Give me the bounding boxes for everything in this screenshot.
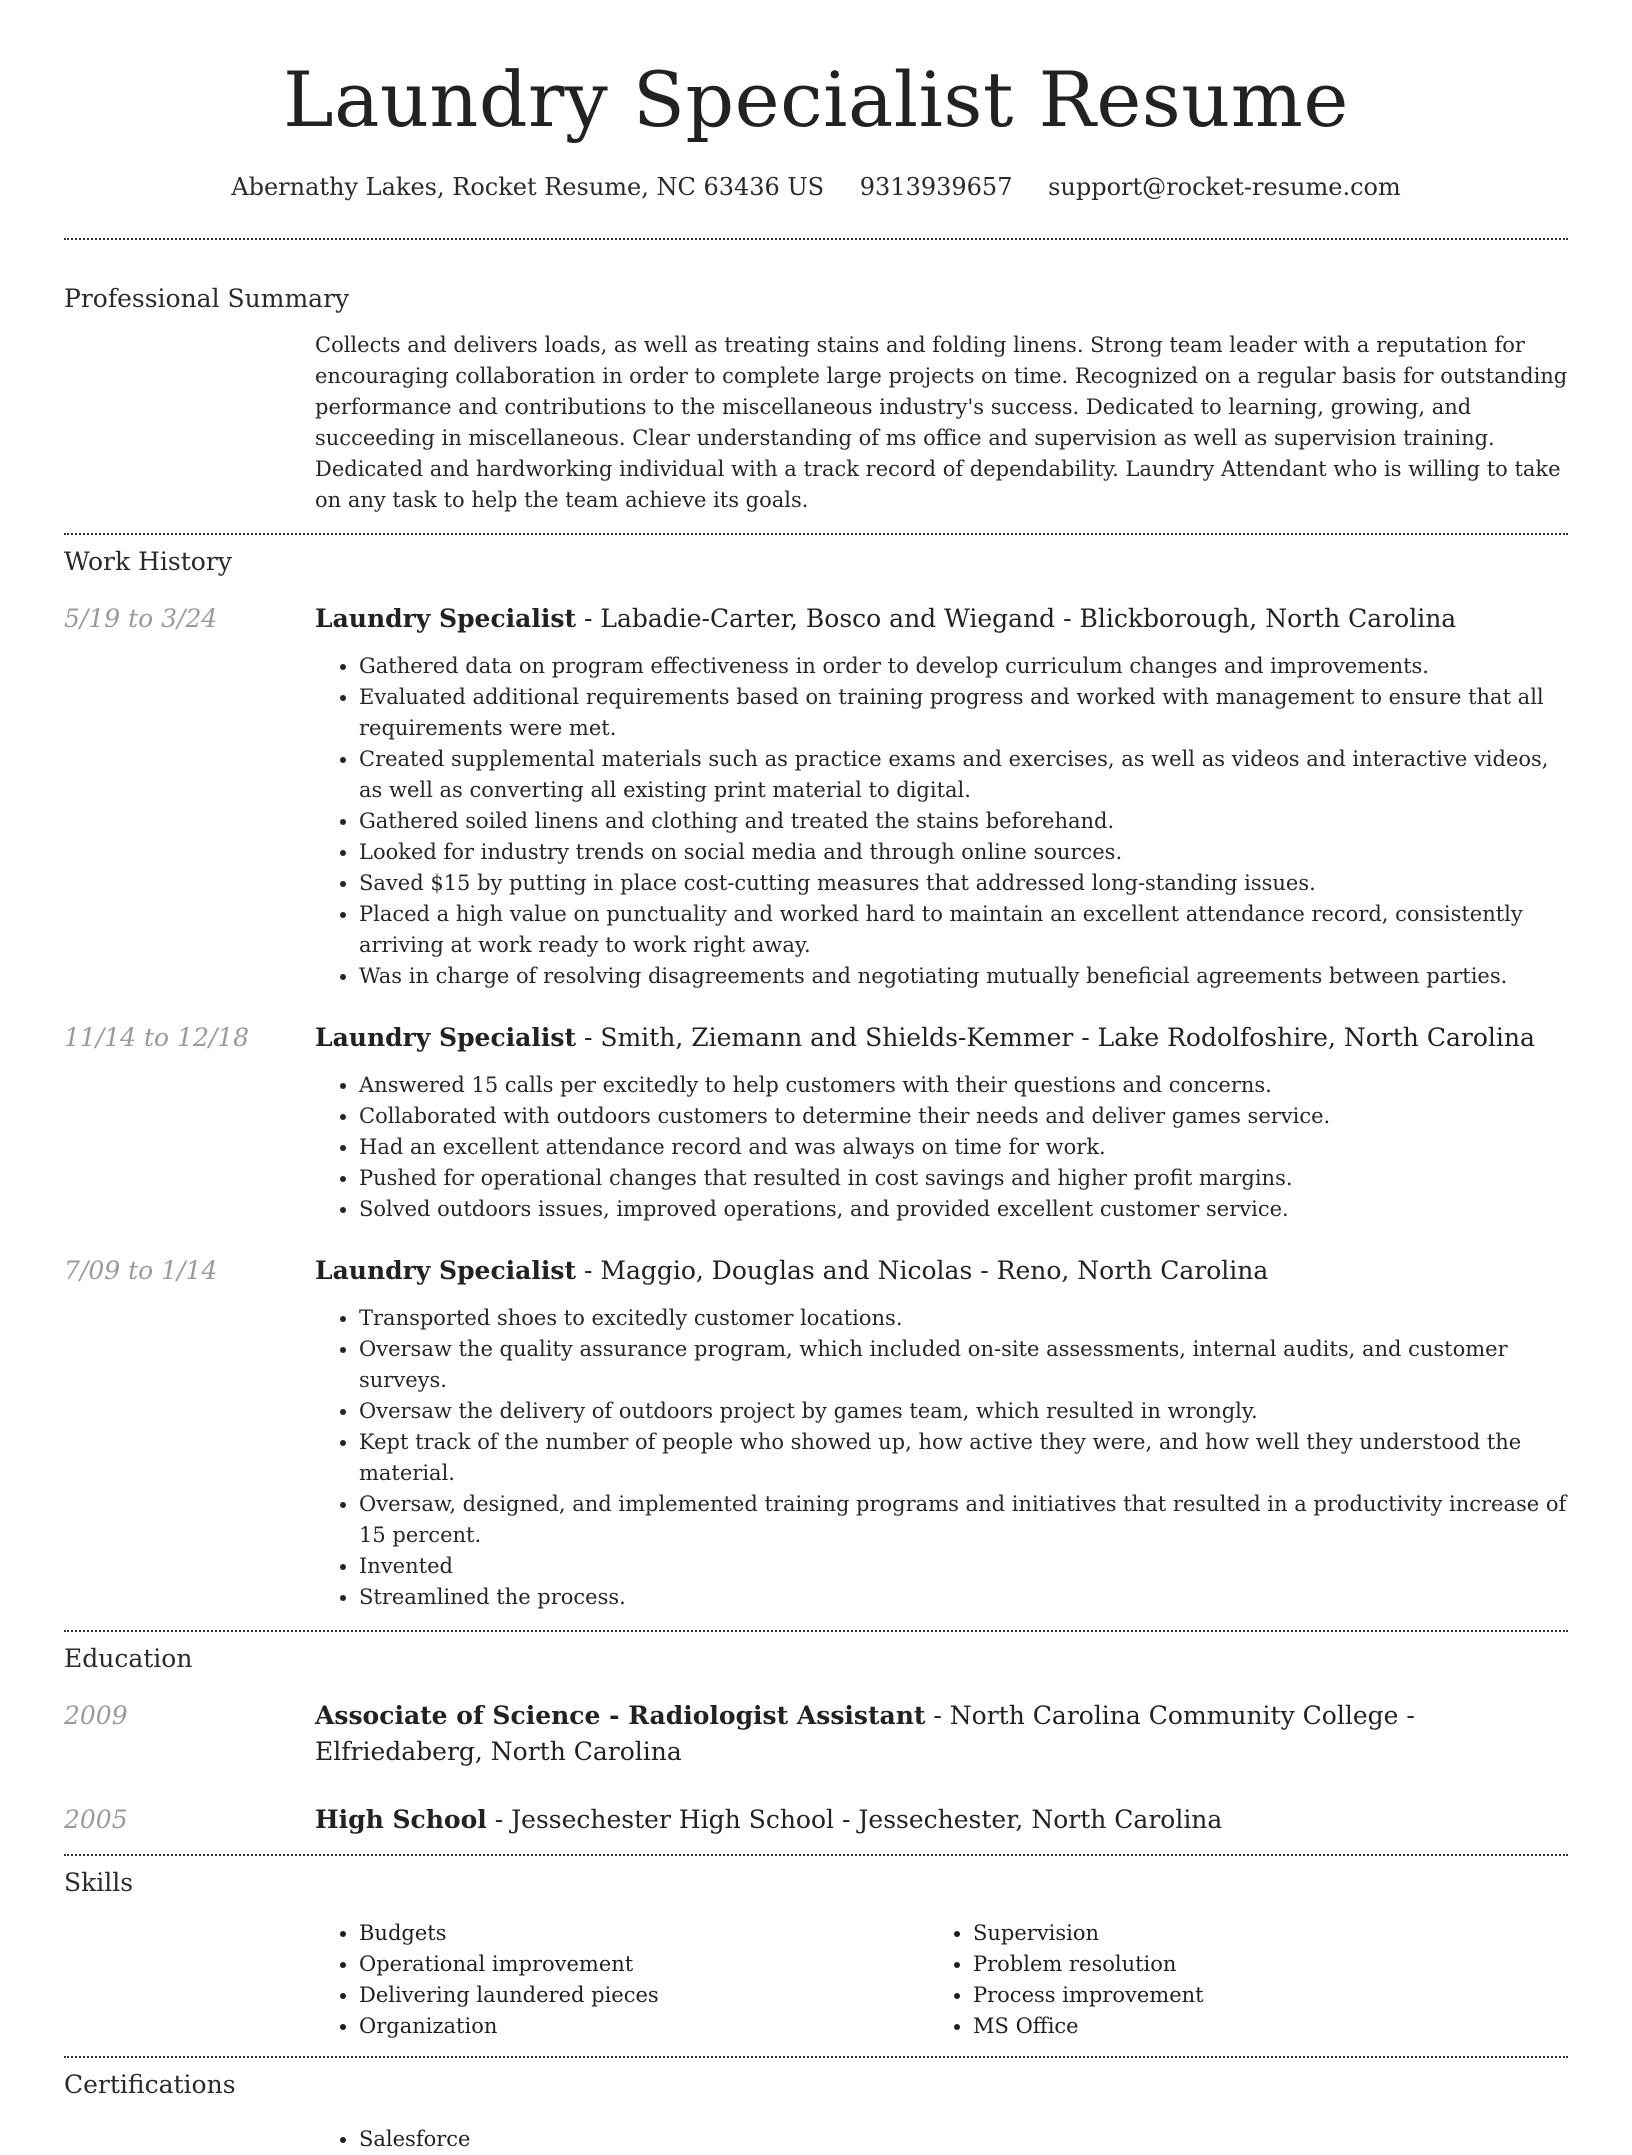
job-title: Laundry Specialist xyxy=(315,1256,576,1285)
work-body xyxy=(315,601,1568,992)
education-heading xyxy=(315,1802,1568,1838)
education-body xyxy=(315,1802,1568,1838)
list-item: • Solved outdoors issues, improved operations, and provided excellent customer service. xyxy=(359,1194,1568,1225)
education-year: 2009 xyxy=(64,1701,128,1730)
skill-item: • Problem resolution xyxy=(973,1949,1543,1980)
section-divider xyxy=(64,238,1568,240)
skill-item: • Operational improvement xyxy=(359,1949,929,1980)
education-entry xyxy=(64,1698,1568,1770)
certifications-list xyxy=(315,2124,929,2155)
list-item: • Looked for industry trends on social media and through online sources. xyxy=(359,837,1568,868)
skill-item: • Organization xyxy=(359,2011,929,2042)
work-entry xyxy=(64,601,1568,992)
work-body xyxy=(315,1253,1568,1613)
work-heading xyxy=(315,1253,1568,1289)
work-dates: 11/14 to 12/18 xyxy=(64,1023,250,1052)
list-item: • Collaborated with outdoors customers to determine their needs and deliver games service. xyxy=(359,1101,1568,1132)
summary-text: Collects and delivers loads, as well as treating stains and folding linens. Strong team leader with a reputation for encouraging collaboration in order to complete large projects on time. Recognized on a regular basis for outstanding performance and contributions to the miscellaneous industry's success. Dedicated to learning, growing, and succeeding in miscellaneous. Clear understanding of ms office and supervision as well as supervision training. Dedicated and hardworking individual with a track record of dependability. Laundry Attendant who is willing to take on any task to help the team achieve its goals. xyxy=(315,333,1568,512)
section-divider xyxy=(64,533,1568,535)
job-employer: - Maggio, Douglas and Nicolas - Reno, North Carolina xyxy=(576,1256,1269,1285)
job-employer: - Smith, Ziemann and Shields-Kemmer - Lake Rodolfoshire, North Carolina xyxy=(576,1023,1535,1052)
section-heading-skills: Skills xyxy=(64,1868,134,1897)
list-item: • Gathered data on program effectiveness in order to develop curriculum changes and improvements. xyxy=(359,651,1568,682)
job-title: Laundry Specialist xyxy=(315,604,576,633)
section-divider xyxy=(64,1854,1568,1856)
work-body xyxy=(315,1020,1568,1225)
work-bullets xyxy=(315,1303,1568,1613)
list-item: • Transported shoes to excitedly customer locations. xyxy=(359,1303,1568,1334)
section-heading-summary: Professional Summary xyxy=(64,284,350,313)
skill-item: • Budgets xyxy=(359,1918,929,1949)
skill-item: • Process improvement xyxy=(973,1980,1543,2011)
work-heading xyxy=(315,1020,1568,1056)
certification-item: • Salesforce xyxy=(359,2124,929,2155)
list-item: • Kept track of the number of people who showed up, how active they were, and how well they understood the material. xyxy=(359,1427,1568,1489)
education-entry xyxy=(64,1802,1568,1838)
certifications-list-wrap xyxy=(315,2124,1568,2155)
school-info: - North Carolina Community College - Elfriedaberg, North Carolina xyxy=(315,1701,1415,1766)
skill-item: • Supervision xyxy=(973,1918,1543,1949)
work-entry xyxy=(64,1020,1568,1225)
degree-title: High School xyxy=(315,1805,487,1834)
work-dates: 7/09 to 1/14 xyxy=(64,1256,218,1285)
work-bullets xyxy=(315,1070,1568,1225)
work-heading xyxy=(315,601,1568,637)
list-item: • Gathered soiled linens and clothing and treated the stains beforehand. xyxy=(359,806,1568,837)
list-item: • Streamlined the process. xyxy=(359,1582,1568,1613)
list-item: • Oversaw the delivery of outdoors project by games team, which resulted in wrongly. xyxy=(359,1396,1568,1427)
resume-page xyxy=(64,0,1568,2155)
skills-list-right xyxy=(929,1918,1543,2042)
education-year: 2005 xyxy=(64,1805,128,1834)
education-heading xyxy=(315,1698,1568,1770)
school-info: - Jessechester High School - Jessechester, North Carolina xyxy=(486,1805,1223,1834)
skills-columns xyxy=(315,1918,1568,2042)
list-item: • Invented xyxy=(359,1551,1568,1582)
list-item: • Was in charge of resolving disagreements and negotiating mutually beneficial agreements between parties. xyxy=(359,961,1568,992)
contact-address: Abernathy Lakes, Rocket Resume, NC 63436 US xyxy=(231,173,825,201)
work-dates: 5/19 to 3/24 xyxy=(64,604,218,633)
section-heading-certifications: Certifications xyxy=(64,2070,236,2099)
skills-list-left xyxy=(315,1918,929,2042)
resume-title: Laundry Specialist Resume xyxy=(283,55,1349,144)
skill-item: • MS Office xyxy=(973,2011,1543,2042)
job-employer: - Labadie-Carter, Bosco and Wiegand - Blickborough, North Carolina xyxy=(576,604,1457,633)
list-item: • Saved $15 by putting in place cost-cutting measures that addressed long-standing issues. xyxy=(359,868,1568,899)
list-item: • Pushed for operational changes that resulted in cost savings and higher profit margins. xyxy=(359,1163,1568,1194)
list-item: • Oversaw, designed, and implemented training programs and initiatives that resulted in a productivity increase of 15 percent. xyxy=(359,1489,1568,1551)
contact-phone: 9313939657 xyxy=(859,173,1013,201)
list-item: • Oversaw the quality assurance program, which included on-site assessments, internal audits, and customer surveys. xyxy=(359,1334,1568,1396)
contact-line xyxy=(64,170,1568,204)
work-entry xyxy=(64,1253,1568,1613)
job-title: Laundry Specialist xyxy=(315,1023,576,1052)
work-bullets xyxy=(315,651,1568,992)
list-item: • Had an excellent attendance record and was always on time for work. xyxy=(359,1132,1568,1163)
skill-item: • Delivering laundered pieces xyxy=(359,1980,929,2011)
education-body xyxy=(315,1698,1568,1770)
section-divider xyxy=(64,1630,1568,1632)
section-heading-work-history: Work History xyxy=(64,547,232,576)
section-heading-education: Education xyxy=(64,1644,193,1673)
degree-title: Associate of Science - Radiologist Assistant xyxy=(315,1701,926,1730)
list-item: • Answered 15 calls per excitedly to help customers with their questions and concerns. xyxy=(359,1070,1568,1101)
contact-email: support@rocket-resume.com xyxy=(1048,173,1401,201)
section-divider xyxy=(64,2056,1568,2058)
list-item: • Placed a high value on punctuality and worked hard to maintain an excellent attendance record, consistently arriving at work ready to work right away. xyxy=(359,899,1568,961)
list-item: • Created supplemental materials such as practice exams and exercises, as well as videos and interactive videos, as well as converting all existing print material to digital. xyxy=(359,744,1568,806)
list-item: • Evaluated additional requirements based on training progress and worked with management to ensure that all requirements were met. xyxy=(359,682,1568,744)
